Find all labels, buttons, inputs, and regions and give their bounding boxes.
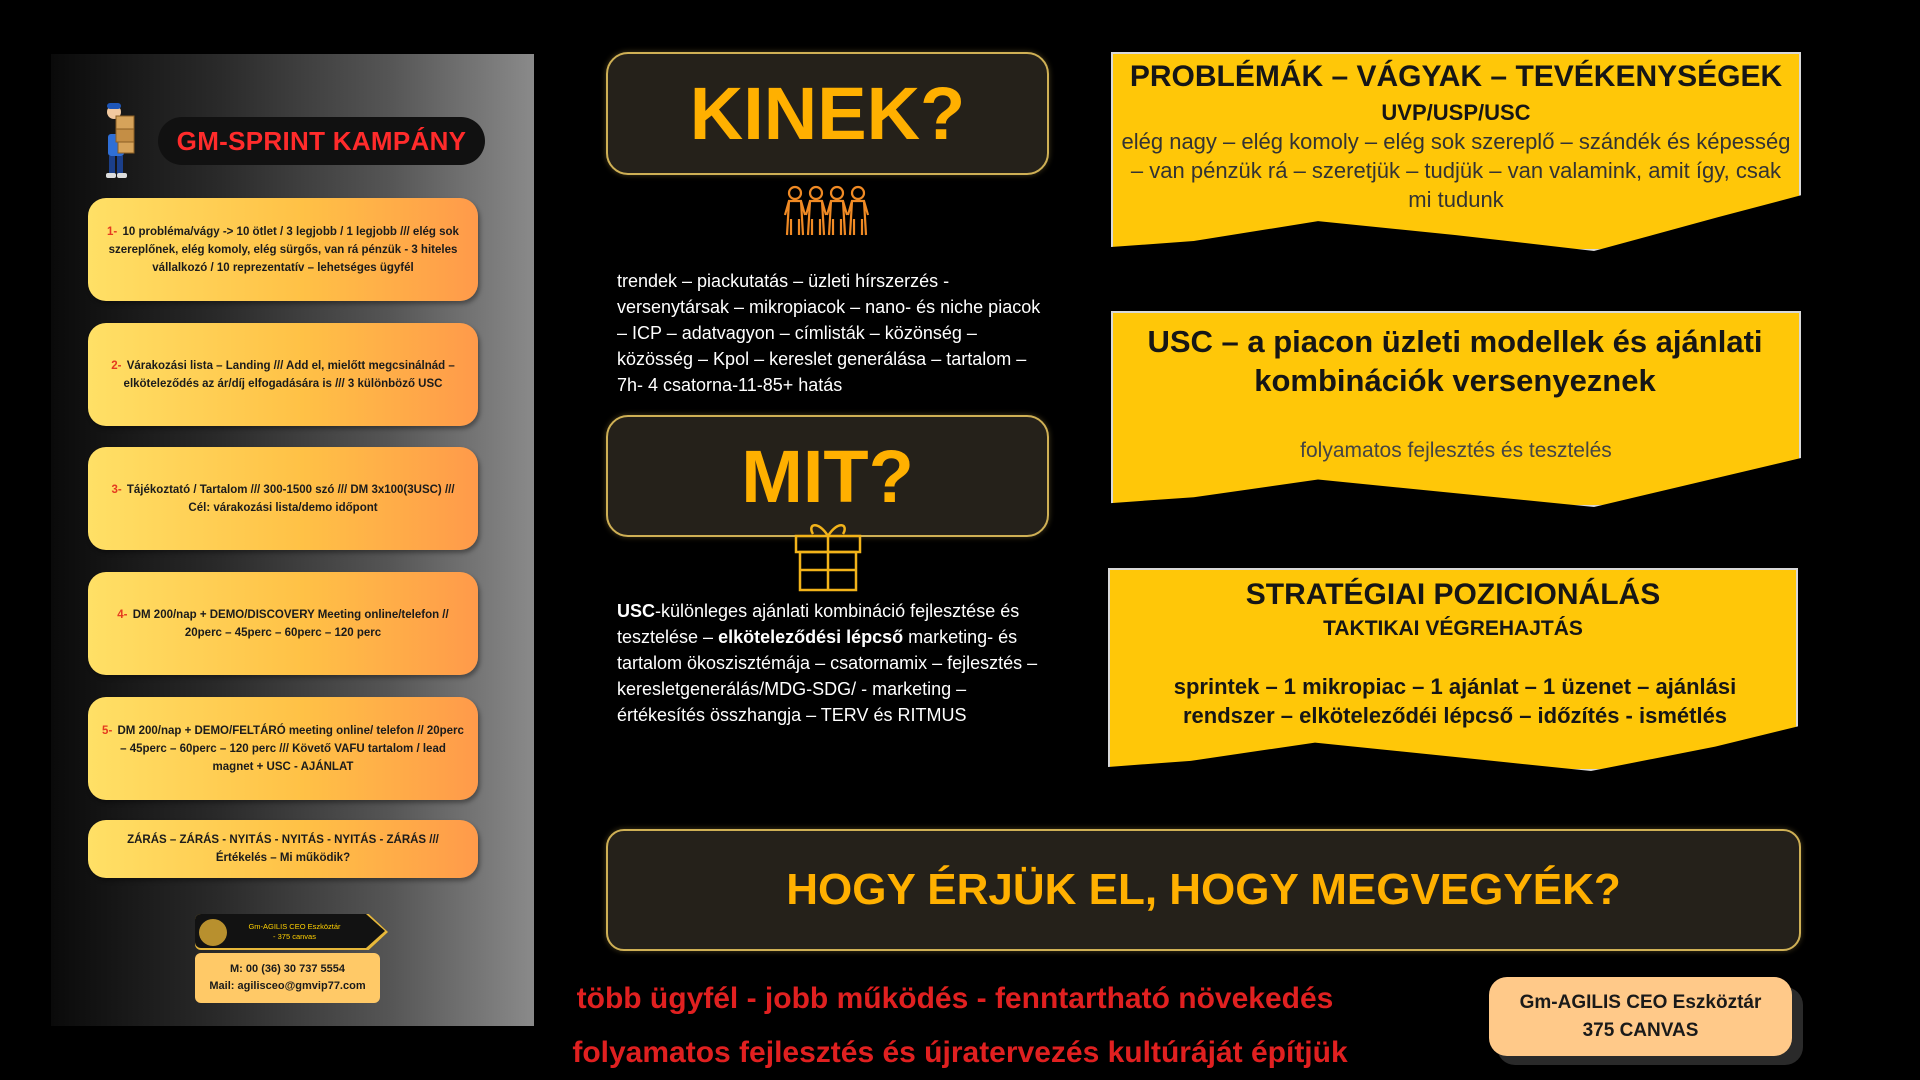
step-card-closing	[88, 820, 478, 878]
kinek-heading: KINEK?	[606, 52, 1049, 175]
contact-email[interactable]: Mail: agilisceo@gmvip77.com	[209, 980, 366, 992]
step-number: 4-	[117, 608, 128, 621]
question-heading: HOGY ÉRJÜK EL, HOGY MEGVEGYÉK?	[606, 829, 1801, 951]
problem-title: PROBLÉMÁK – VÁGYAK – TEVÉKENYSÉGEK	[1129, 60, 1783, 93]
strategy-subtitle: TAKTIKAI VÉGREHAJTÁS	[1323, 617, 1583, 640]
problem-subtitle: UVP/USP/USC	[1381, 100, 1531, 125]
contact-box	[195, 953, 380, 1003]
mit-text-bold: elköteleződési lépcső	[718, 627, 904, 647]
step-number: 3-	[111, 483, 122, 496]
contact-phone: M: 00 (36) 30 737 5554	[230, 963, 345, 975]
circle-icon	[199, 919, 227, 946]
step-card-3	[88, 447, 478, 550]
problem-text: elég nagy – elég komoly – elég sok szereplő – szándék és képesség – van pénzük rá – szeretjük – tudjük – van valamink, amit így, csak mi tudunk	[1121, 129, 1791, 212]
gift-icon	[793, 516, 863, 592]
step-text: DM 200/nap + DEMO/DISCOVERY Meeting online/telefon // 20perc – 45perc – 60perc – 120 perc	[132, 608, 449, 639]
step-text: 10 probléma/vágy -> 10 ötlet / 3 legjobb / 1 legjobb /// elég sok szereplőnek, elég komoly, elég sürgős, van rá pénzük - 3 hiteles vállalkozó / 10 reprezentatív – lehetséges ügyfél	[108, 225, 459, 274]
step-number: 1-	[107, 225, 118, 238]
canvas-badge-line-1: Gm-AGILIS CEO Eszköztár	[1519, 991, 1762, 1013]
mit-usc-term: USC	[617, 601, 656, 621]
campaign-title: GM-SPRINT KAMPÁNY	[158, 117, 485, 165]
step-card-1	[88, 198, 478, 301]
usc-title: USC – a piacon üzleti modellek és ajánlati kombinációk versenyeznek	[1147, 324, 1763, 398]
tagline-growth: több ügyfél - jobb működés - fenntartható növekedés	[576, 982, 1334, 1015]
delivery-person-icon	[92, 100, 140, 180]
toolbar-badge-text	[232, 918, 357, 946]
strategy-text: sprintek – 1 mikropiac – 1 ajánlat – 1 üzenet – ajánlási rendszer – elköteleződéi lépcső – időzítés - ismétlés	[1173, 674, 1737, 728]
step-number: 5-	[102, 724, 113, 737]
step-card-5	[88, 697, 478, 800]
kinek-description: trendek – piackutatás – üzleti hírszerzés - versenytársak – mikropiacok – nano- és niche piacok – ICP – adatvagyon – címlisták – közönség – közösség – Kpol – kereslet generálása – tartalom – 7h- 4 csatorna-11-85+ hatás	[617, 271, 1041, 395]
step-text: Várakozási lista – Landing /// Add el, mielőtt megcsinálnád – elköteleződés az ár/díj elfogadására is /// 3 különböző USC	[123, 359, 455, 390]
mit-text-part-1: -különleges ajánlati kombináció fejlesztése és tesztelése –	[617, 601, 1020, 647]
mit-description	[617, 598, 1047, 728]
step-text: ZÁRÁS – ZÁRÁS - NYITÁS - NYITÁS - NYITÁS - ZÁRÁS /// Értékelés – Mi működik?	[127, 834, 439, 864]
step-card-4	[88, 572, 478, 675]
step-text: Tájékoztató / Tartalom /// 300-1500 szó /// DM 3x100(3USC) /// Cél: várakozási lista/demo időpont	[126, 483, 455, 514]
canvas-badge-line-2: 375 CANVAS	[1582, 1019, 1699, 1041]
toolbar-line-1: Gm-AGILIS CEO Eszköztár	[248, 922, 341, 931]
step-card-2	[88, 323, 478, 426]
step-number: 2-	[111, 359, 122, 372]
tagline-culture: folyamatos fejlesztés és újratervezés kultúráját építjük	[572, 1036, 1348, 1069]
usc-text: folyamatos fejlesztés és tesztelés	[1300, 439, 1612, 462]
strategy-title: STRATÉGIAI POZICIONÁLÁS	[1245, 578, 1661, 611]
mit-heading: MIT?	[606, 415, 1049, 537]
step-text: DM 200/nap + DEMO/FELTÁRÓ meeting online/ telefon // 20perc – 45perc – 60perc – 120 perc /// Követő VAFU tartalom / lead magnet + USC - AJÁNLAT	[117, 724, 464, 773]
mit-text-part-2: marketing- és tartalom ökoszisztémája – csatornamix – fejlesztés – keresletgenerálás/MDG-SDG/ - marketing – értékesítés összhangja – TERV és RITMUS	[617, 627, 1038, 725]
canvas-badge[interactable]	[1489, 977, 1792, 1056]
toolbar-line-2: - 375 canvas	[273, 932, 316, 941]
people-group-icon	[781, 185, 873, 237]
